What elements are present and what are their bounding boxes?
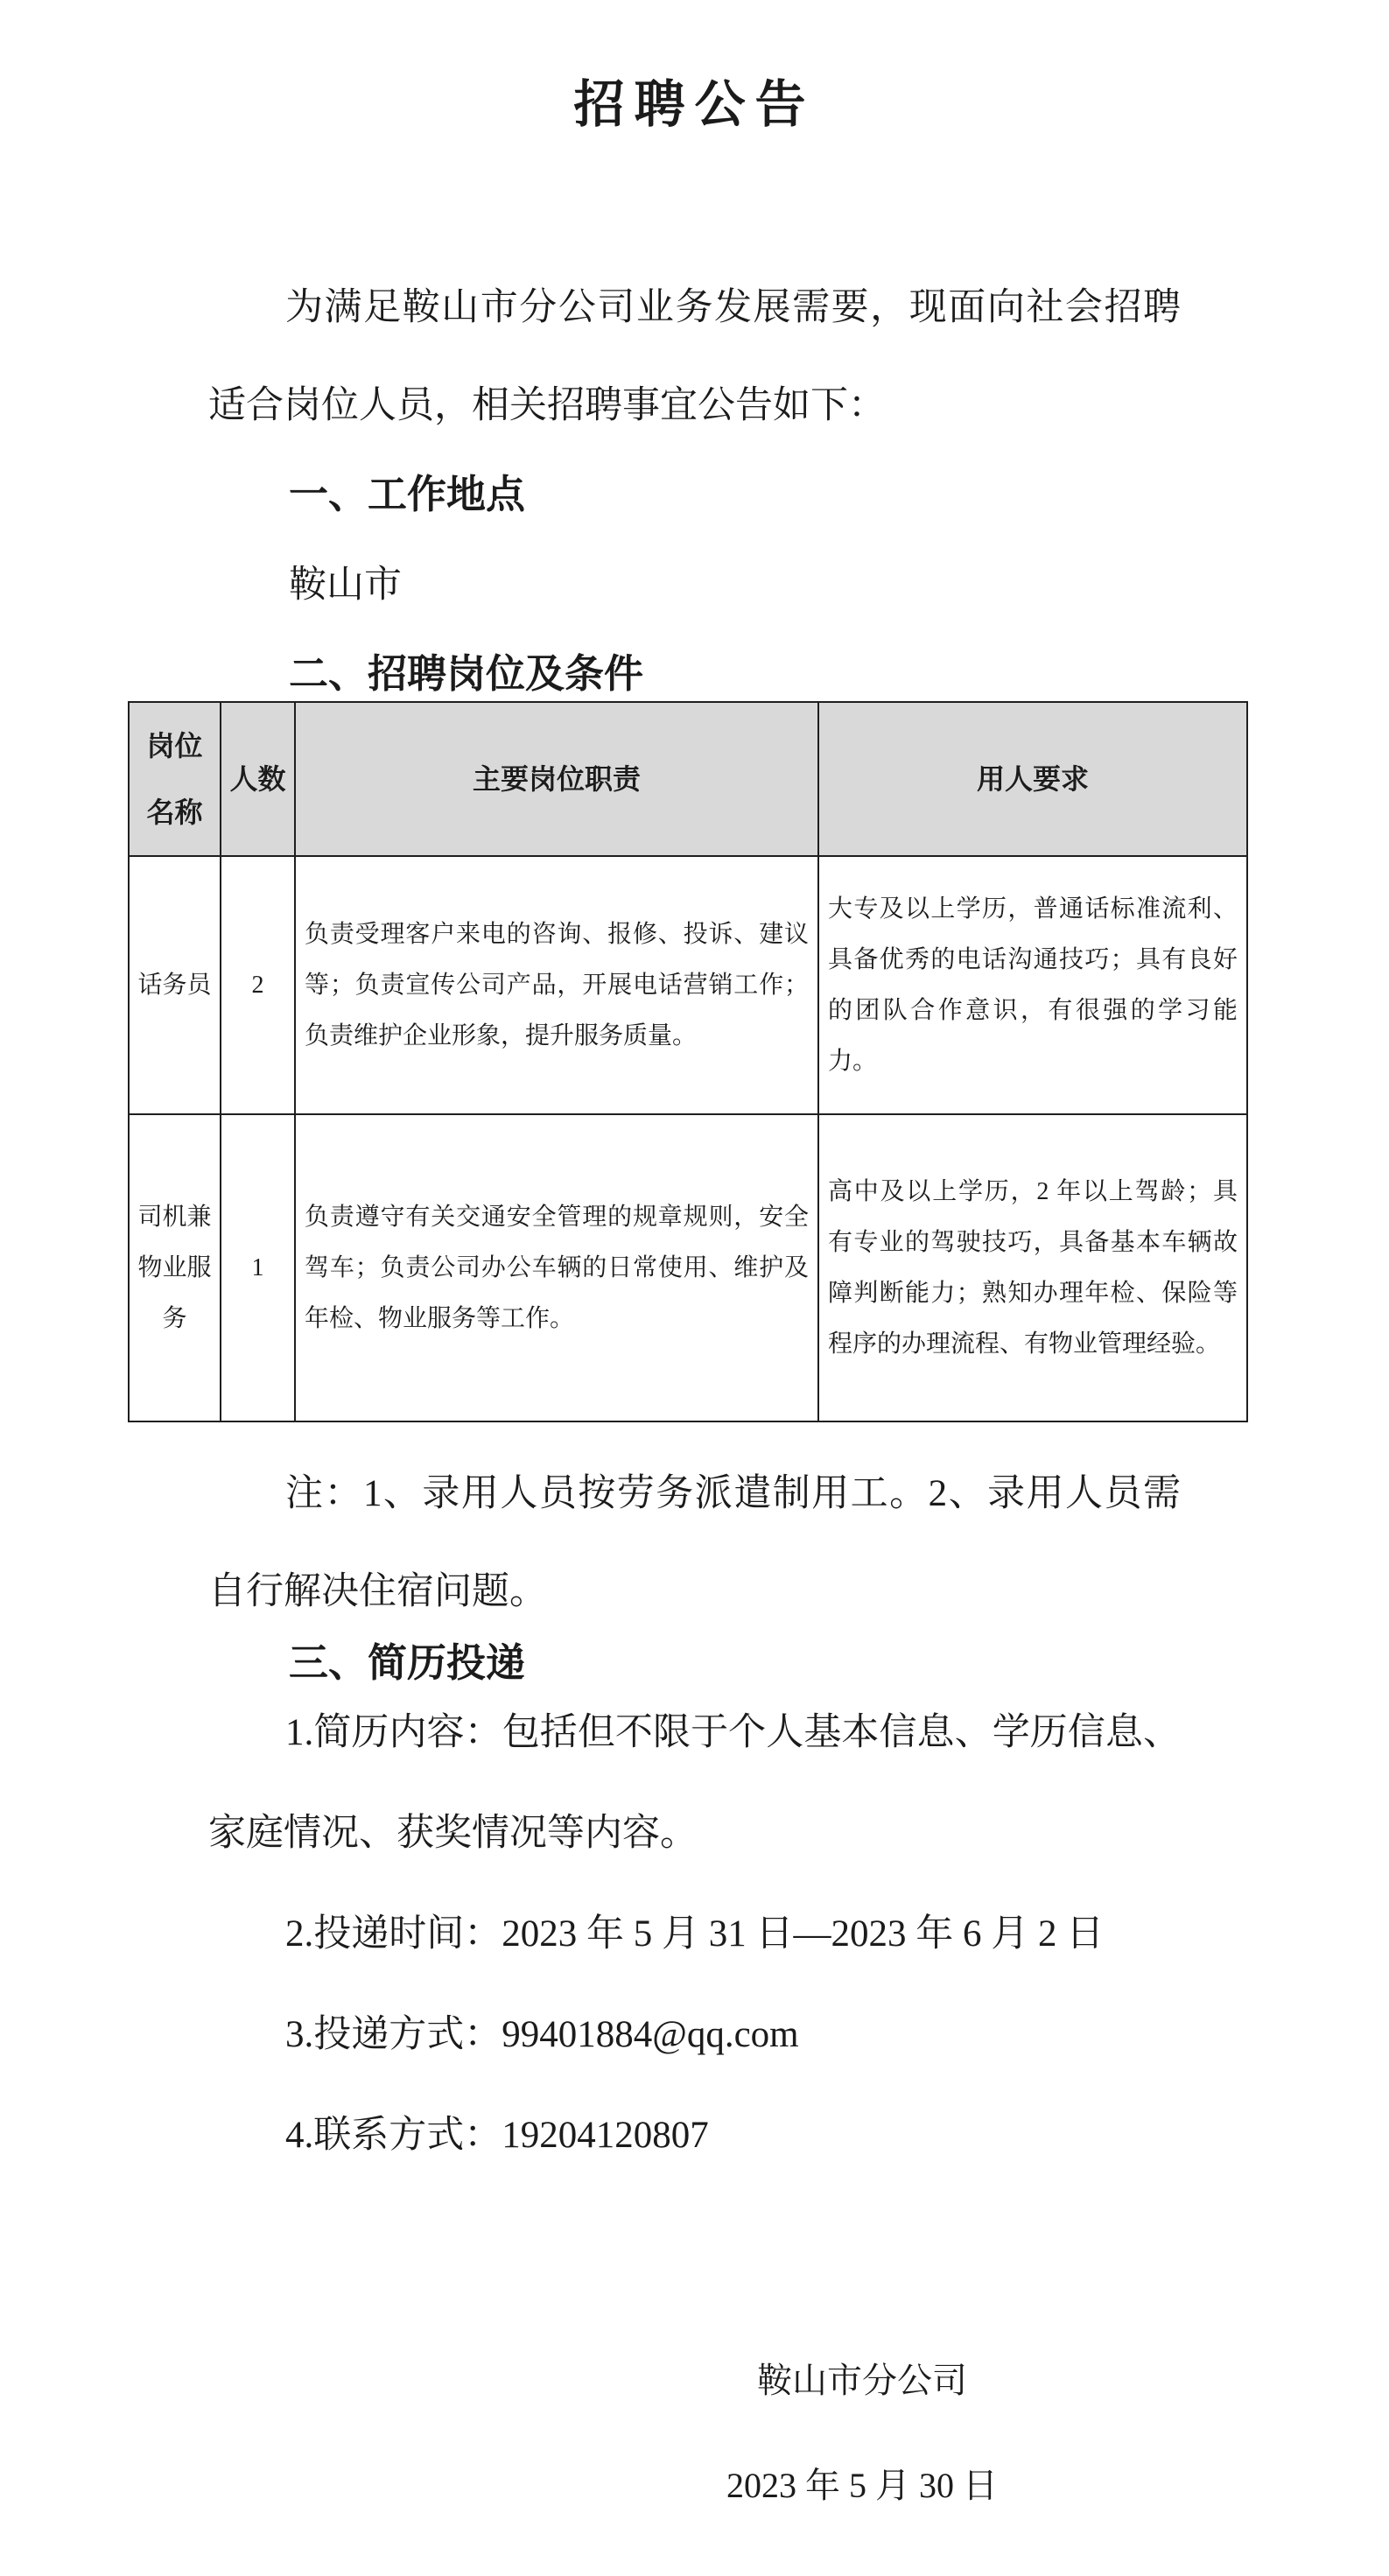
signature-block	[335, 2328, 1389, 2538]
table-header-row	[129, 702, 1247, 856]
table-row-driver	[129, 1114, 1247, 1421]
headcount-cell: 2	[221, 856, 295, 1114]
resume-items	[208, 1682, 1181, 2186]
signature-org: 鞍山市分公司	[757, 2361, 967, 2400]
column-header-headcount: 人数	[221, 702, 295, 856]
requirements-cell: 高中及以上学历，2 年以上驾龄；具有专业的驾驶技巧，具备基本车辆故障判断能力；熟知办理年检、保险等程序的办理流程、有物业管理经验。	[818, 1114, 1247, 1421]
column-header-duties: 主要岗位职责	[295, 702, 818, 856]
signature-date: 2023 年 5 月 30 日	[726, 2466, 998, 2505]
work-location-text: 鞍山市	[289, 565, 402, 606]
column-header-requirements: 用人要求	[818, 702, 1247, 856]
column-header-post-name: 岗位名称	[129, 702, 221, 856]
job-name-cell: 司机兼物业服务	[129, 1114, 221, 1421]
section-three-heading: 三、简历投递	[289, 1640, 526, 1685]
requirements-cell: 大专及以上学历，普通话标准流利、具备优秀的电话沟通技巧；具有良好的团队合作意识，有很强的学习能力。	[818, 856, 1247, 1114]
document-title: 招聘公告	[573, 76, 816, 133]
headcount-cell: 1	[221, 1114, 295, 1421]
duties-cell: 负责受理客户来电的咨询、报修、投诉、建议等；负责宣传公司产品，开展电话营销工作；负责维护企业形象，提升服务质量。	[295, 856, 818, 1114]
duties-cell: 负责遵守有关交通安全管理的规章规则，安全驾车；负责公司办公车辆的日常使用、维护及年检、物业服务等工作。	[295, 1114, 818, 1421]
job-name-cell: 话务员	[129, 856, 221, 1114]
section-one-heading: 一、工作地点	[289, 472, 526, 516]
note-paragraph: 注：1、录用人员按劳务派遣制用工。2、录用人员需自行解决住宿问题。	[208, 1473, 1181, 1612]
resume-item-time: 2.投递时间：2023 年 5 月 31 日—2023 年 6 月 2 日	[285, 1913, 1105, 1955]
positions-table	[128, 701, 1248, 1422]
resume-item-content: 1.简历内容：包括但不限于个人基本信息、学历信息、家庭情况、获奖情况等内容。	[208, 1712, 1181, 1854]
section-two-heading: 二、招聘岗位及条件	[289, 651, 644, 696]
intro-paragraph: 为满足鞍山市分公司业务发展需要，现面向社会招聘适合岗位人员，相关招聘事宜公告如下：	[208, 287, 1181, 426]
resume-item-method: 3.投递方式：99401884@qq.com	[285, 2014, 799, 2055]
table-row-operator	[129, 856, 1247, 1114]
resume-item-contact: 4.联系方式：19204120807	[285, 2115, 709, 2156]
